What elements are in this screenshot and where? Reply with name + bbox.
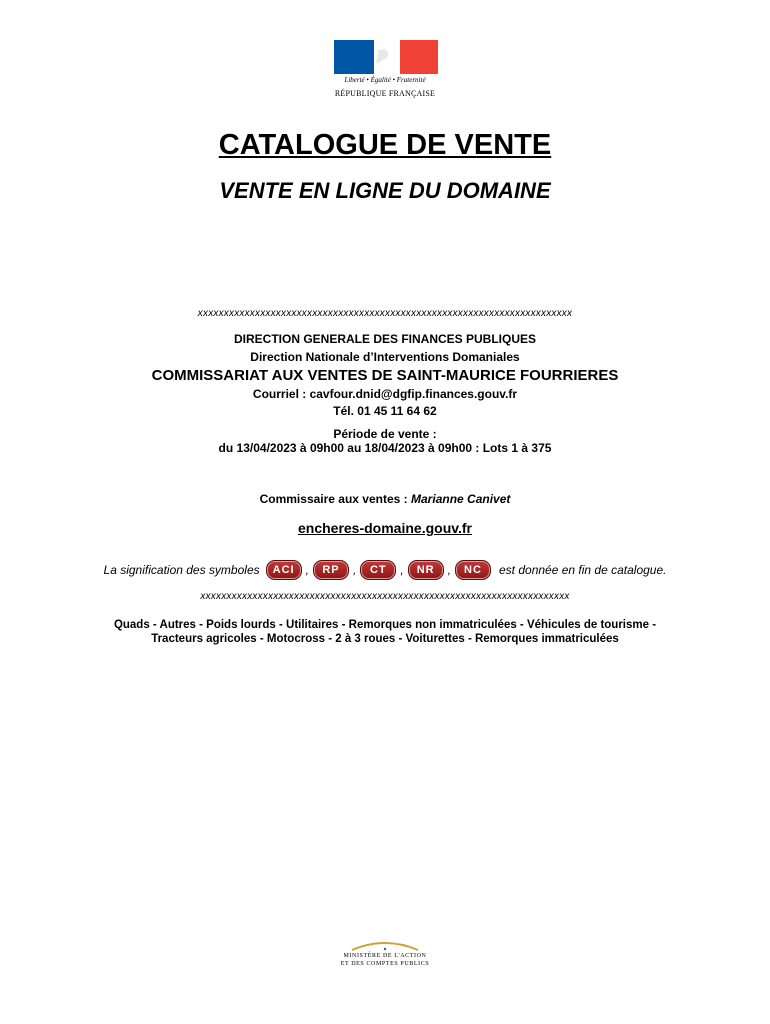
- ministry-logo: [330, 938, 440, 978]
- badge-ct: CT: [360, 560, 396, 580]
- republic-motto: Liberté • Égalité • Fraternité: [344, 76, 426, 84]
- ministry-line-2: ET DES COMPTES PUBLICS: [340, 961, 430, 967]
- contact-phone: Tél. 01 45 11 64 62: [333, 404, 437, 418]
- badge-aci: ACI: [266, 560, 302, 580]
- symbols-prefix: La signification des symboles: [103, 563, 260, 577]
- badge-nc: NC: [455, 560, 491, 580]
- direction-generale: DIRECTION GENERALE DES FINANCES PUBLIQUES: [233, 332, 537, 346]
- categories-line-2: Tracteurs agricoles - Motocross - 2 à 3 roues - Voiturettes - Remorques immatriculées: [151, 633, 619, 645]
- commissariat-name: COMMISSARIAT AUX VENTES DE SAINT-MAURICE FOURRIERES: [151, 367, 619, 384]
- ministry-line-1: MINISTÈRE DE L'ACTION: [343, 953, 427, 959]
- badge-rp: RP: [313, 560, 349, 580]
- website-link[interactable]: encheres-domaine.gouv.fr: [297, 520, 472, 536]
- categories-line-1: Quads - Autres - Poids lourds - Utilitaires - Remorques non immatriculées - Véhicules de tourisme -: [113, 619, 657, 631]
- catalogue-title: CATALOGUE DE VENTE: [218, 129, 552, 161]
- vehicle-categories: [0, 618, 770, 646]
- commissaire-line: [0, 492, 770, 506]
- commissaire-name: Marianne Canivet: [411, 492, 511, 506]
- contact-email: Courriel : cavfour.dnid@dgfip.finances.gouv.fr: [252, 387, 518, 401]
- direction-nationale: Direction Nationale d’Interventions Domaniales: [250, 350, 520, 364]
- badge-nr: NR: [408, 560, 444, 580]
- symbols-legend: La signification des symboles ACI , RP , CT , NR , NC est donnée en fin de catalogue.: [0, 558, 770, 582]
- sale-period-dates: du 13/04/2023 à 09h00 au 18/04/2023 à 09h00 : Lots 1 à 375: [218, 441, 552, 455]
- sale-period-label: Période de vente :: [333, 427, 437, 441]
- commissaire-label: Commissaire aux ventes :: [259, 492, 408, 506]
- marianne-flag-icon: [334, 40, 438, 74]
- republic-name: RÉPUBLIQUE FRANÇAISE: [334, 89, 436, 98]
- separator-line-bottom: xxxxxxxxxxxxxxxxxxxxxxxxxxxxxxxxxxxxxxxxxxxxxxxxxxxxxxxxxxxxxxxxxxxxxxx: [200, 591, 570, 602]
- separator-line-top: xxxxxxxxxxxxxxxxxxxxxxxxxxxxxxxxxxxxxxxxxxxxxxxxxxxxxxxxxxxxxxxxxxxxxxxx: [197, 308, 573, 319]
- symbols-suffix: est donnée en fin de catalogue.: [499, 563, 667, 577]
- republique-francaise-logo: [330, 40, 440, 102]
- ministry-arc-icon: [350, 938, 420, 952]
- catalogue-subtitle: VENTE EN LIGNE DU DOMAINE: [219, 178, 551, 203]
